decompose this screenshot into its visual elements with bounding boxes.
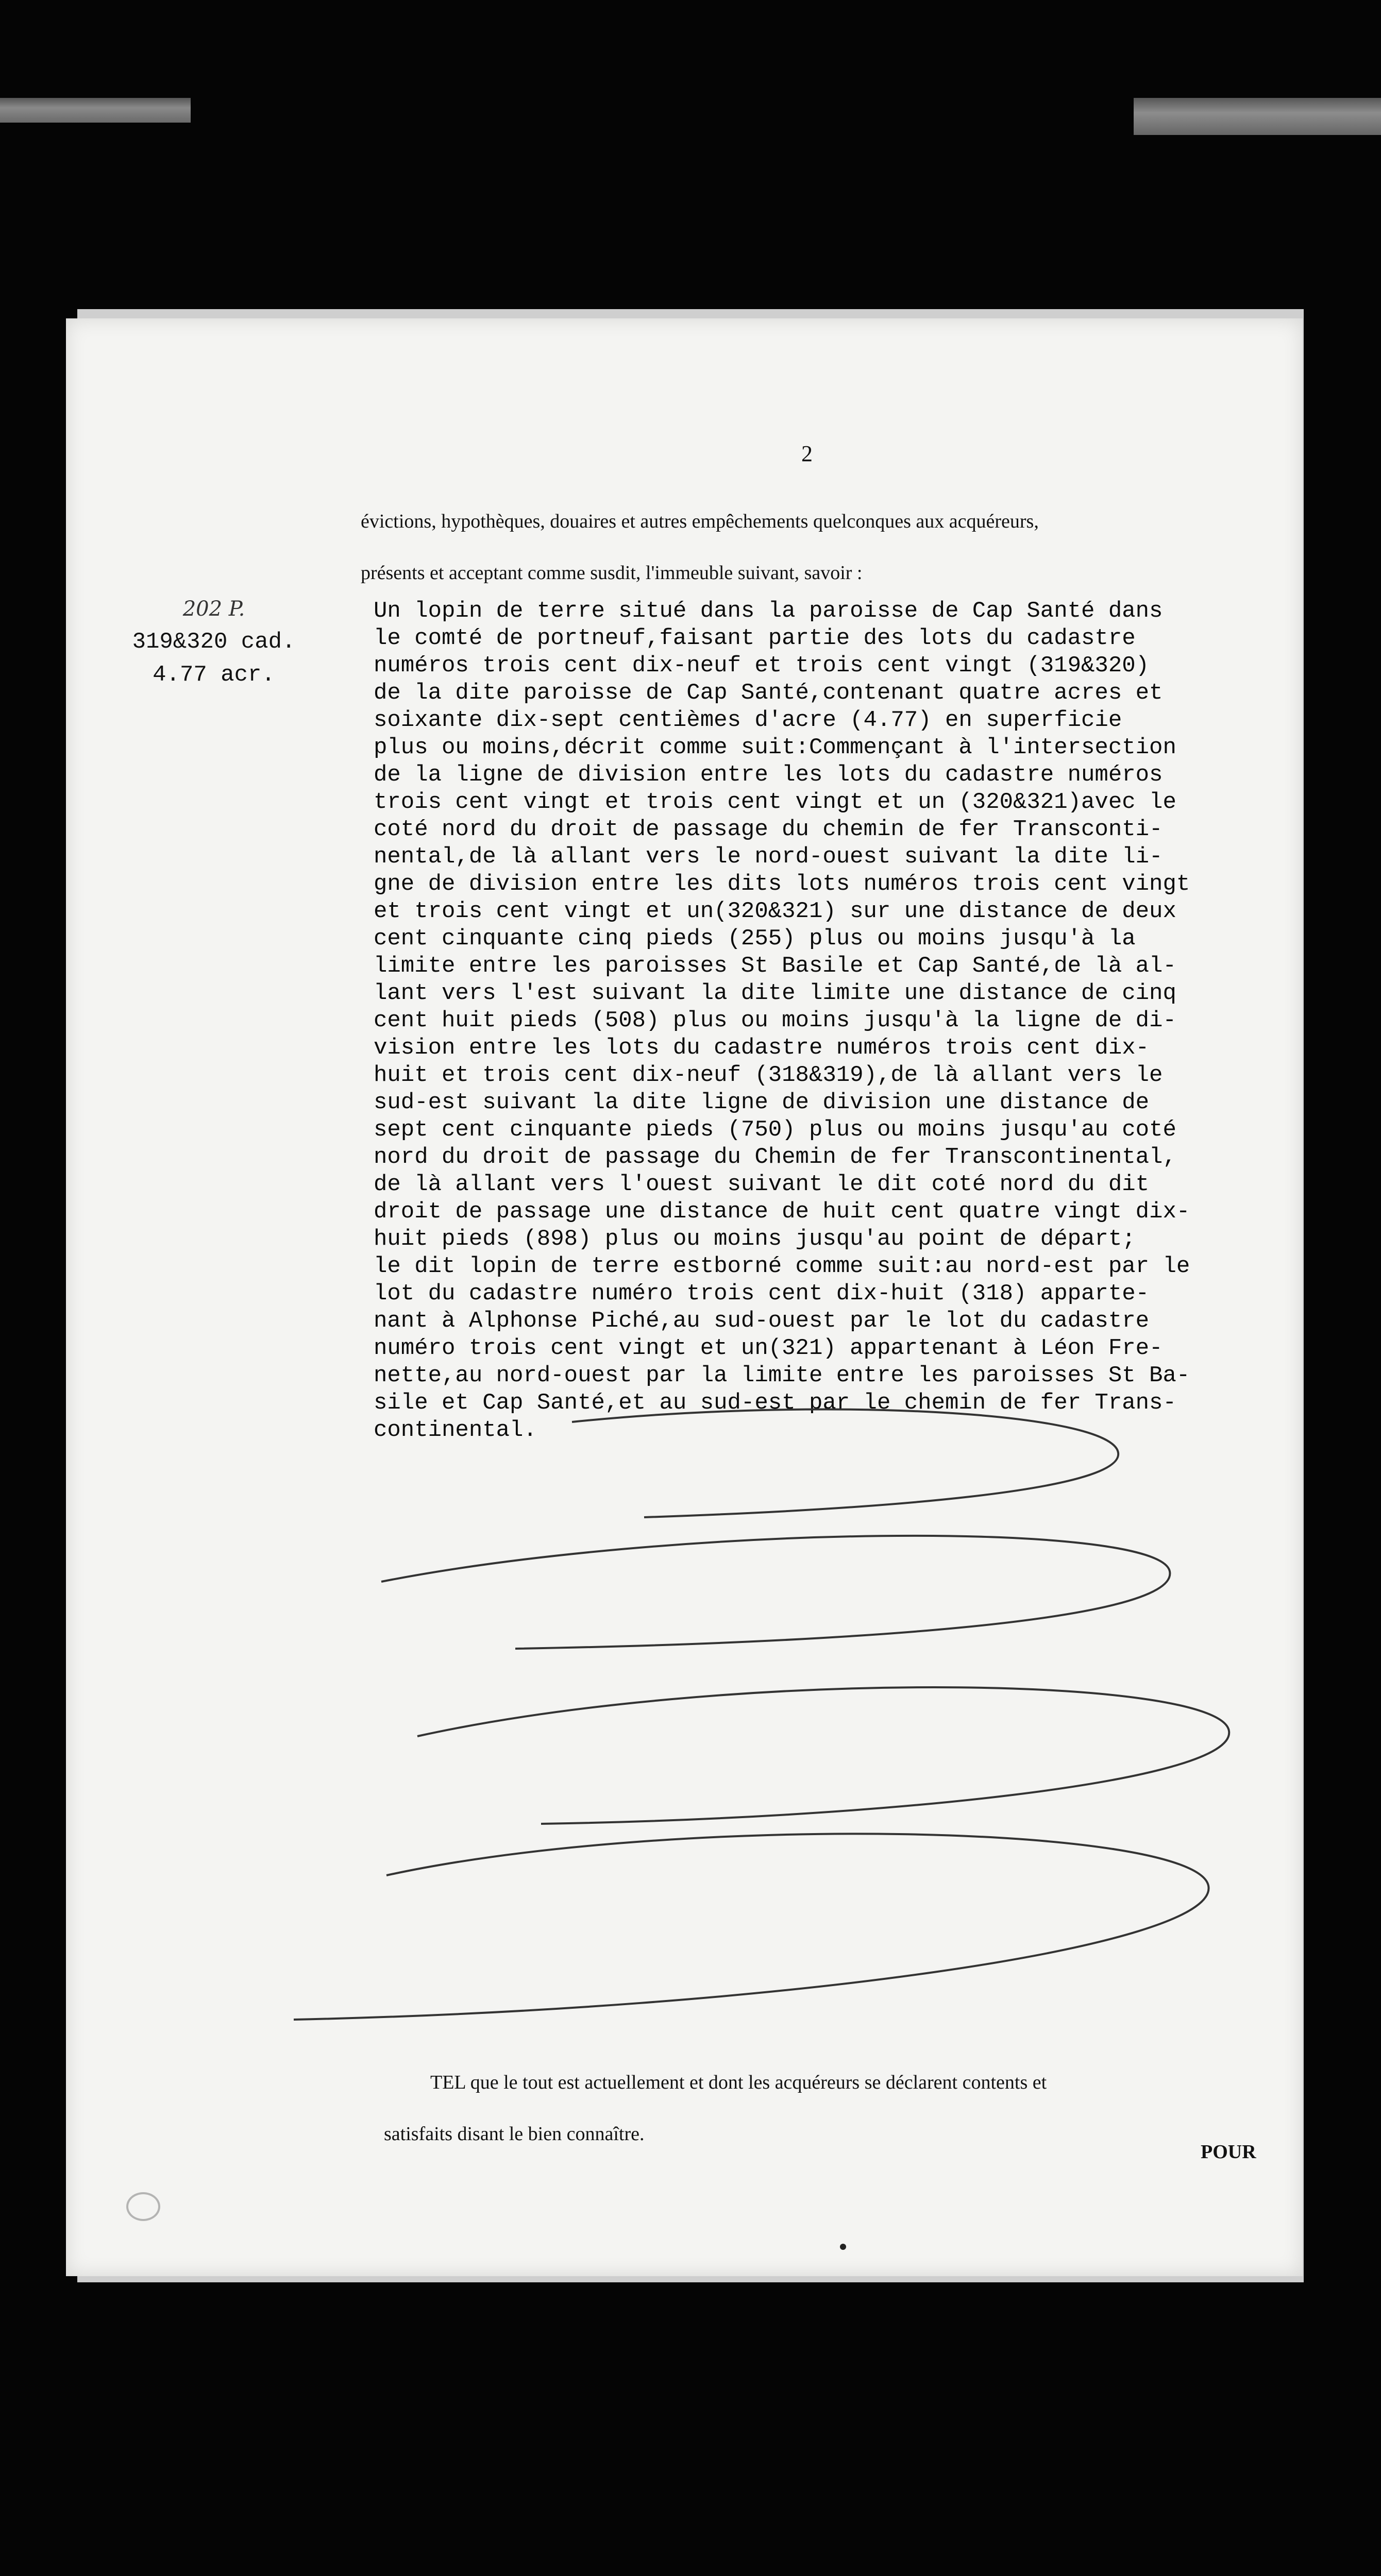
closing-line-2: satisfaits disant le bien connaître. [384,2123,645,2145]
printed-header-line-1: évictions, hypothèques, douaires et autres empêchements quelconques aux acquéreurs, [361,511,1039,532]
margin-area: 4.77 acr. [153,662,275,688]
margin-handwritten-ref: 202 P. [182,597,245,621]
property-description: Un lopin de terre situé dans la paroisse de Cap Santé dans le comté de portneuf,faisant partie des lots du cadastre numéros trois cent dix-neuf et trois cent vingt (319&320) de la dite paroisse de Cap Santé,contenant quatre acres et soixante dix-sept centièmes d'acre (4.77) en superficie plus ou moins,décrit comme suit:Commençant à l'intersection de la ligne de division entre les lots du cadastre numéros trois cent vingt et trois cent vingt et un (320&321)avec le coté nord du droit de passage du chemin de fer Transconti- nental,de là allant vers le nord-ouest suivant la dite li- gne de division entre les dits lots numéros trois cent vingt et trois cent vingt et un(320&321) sur une distance de deux cent cinquante cinq pieds (255) plus ou moins jusqu'à la limite entre les paroisses St Basile et Cap Santé,de là al- lant vers l'est suivant la dite limite une distance de cinq cent huit pieds (508) plus ou moins jusqu'à la ligne de di- vision entre les lots du cadastre numéros trois cent dix- huit et trois cent dix-neuf (318&319),de là allant vers le sud-est suivant la dite ligne de division une distance de sept cent cinquante pieds (750) plus ou moins jusqu'au coté nord du droit de passage du Chemin de fer Transcontinental, de là allant vers l'ouest suivant le dit coté nord du dit droit de passage une distance de huit cent quatre vingt dix- huit pieds (898) plus ou moins jusqu'au point de départ; le dit lopin de terre estborné comme suit:au nord-est par le lot du cadastre numéro trois cent dix-huit (318) apparte- nant à Alphonse Piché,au sud-ouest par le lot du cadastre numéro trois cent vingt et un(321) appartenant à Léon Fre- nette,au nord-ouest par la limite entre les paroisses St Ba- sile et Cap Santé,et au sud-est par le chemin de fer Trans- continental. [374,598,1190,1443]
film-strip-left [0,98,191,123]
printed-header-line-2: présents et acceptant comme susdit, l'immeuble suivant, savoir : [361,562,863,584]
stamp-mark-icon [126,2192,160,2221]
closing-line-1: TEL que le tout est actuellement et dont les acquéreurs se déclarent contents et [430,2072,1047,2093]
margin-lot-numbers: 319&320 cad. [132,629,296,655]
margin-annotation [103,592,325,691]
page-number: 2 [801,441,813,466]
catchword: POUR [1201,2141,1256,2163]
film-strip-right [1134,98,1381,135]
punch-dot [840,2244,846,2250]
